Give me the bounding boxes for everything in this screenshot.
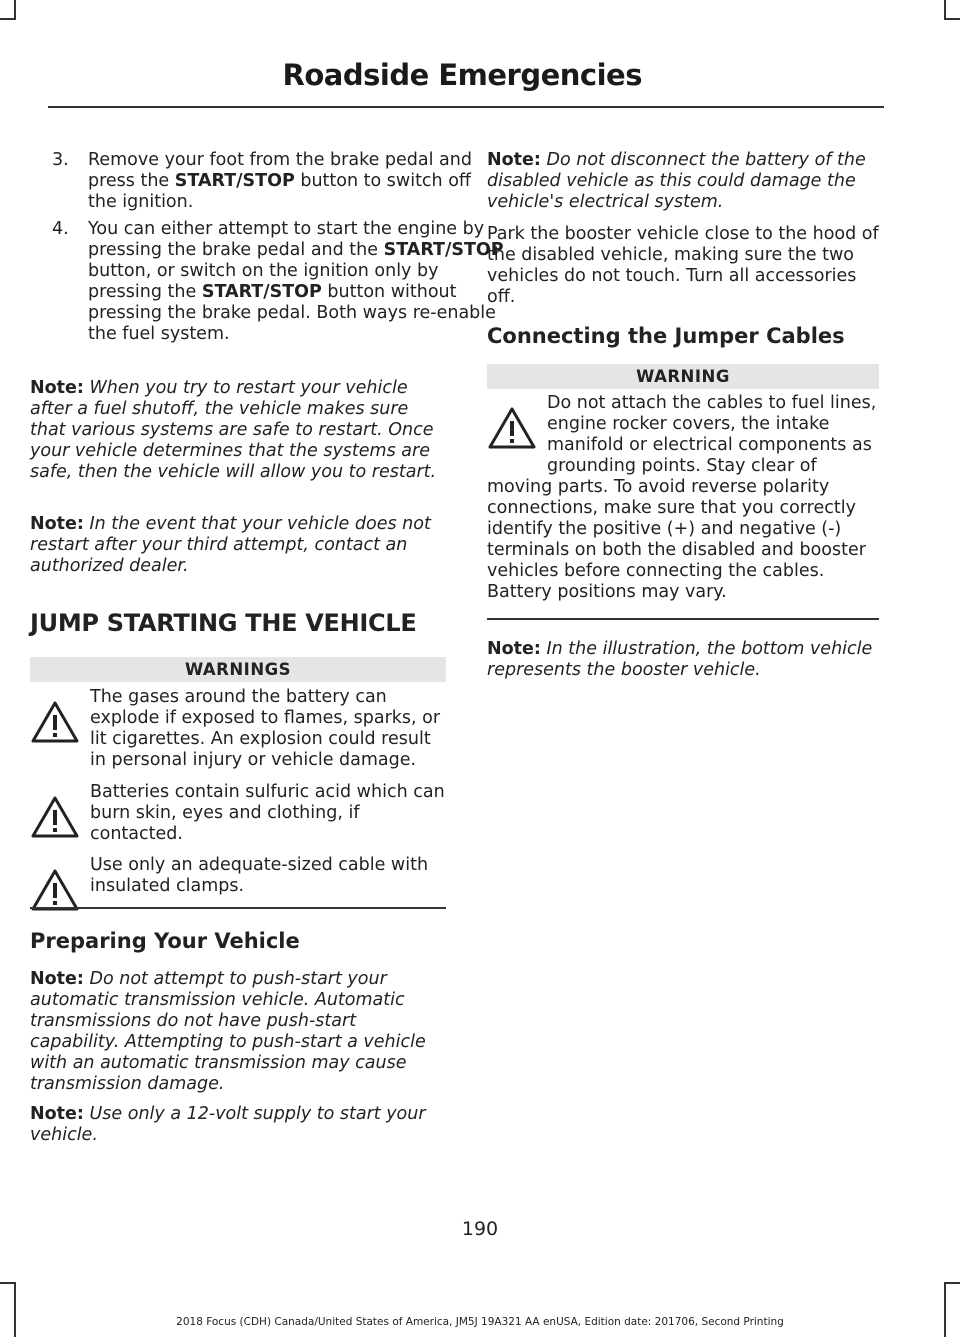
note [30, 969, 446, 1095]
step-3 [30, 150, 504, 213]
warning-item [30, 855, 446, 921]
warning-text: Use only an adequate-sized cable with insulated clamps. [90, 855, 429, 896]
step-text: Remove your foot from the brake pedal and press the [88, 150, 472, 191]
warning-triangle-icon [30, 691, 80, 753]
note-text: In the event that your vehicle does not restart after your third attempt, contact an authorized dealer. [30, 514, 431, 576]
crop-mark [944, 0, 946, 20]
note [487, 150, 879, 213]
note-text: Do not disconnect the battery of the disabled vehicle as this could damage the vehicle's electrical system. [487, 150, 866, 212]
crop-mark [14, 0, 16, 20]
note [487, 639, 879, 681]
note-label: Note: [487, 639, 541, 659]
note-text: When you try to restart your vehicle after a fuel shutoff, the vehicle makes sure that various systems are safe to restart. Once your vehicle determines that the systems are safe, then the vehicle will allow you to restart. [30, 378, 437, 482]
step-text: button, or switch on the ignition only by pressing the [88, 261, 439, 302]
crop-mark [0, 1282, 16, 1284]
warnings-bar: WARNINGS [30, 657, 446, 682]
step-number: 3. [52, 150, 69, 170]
crop-mark [944, 1282, 960, 1284]
step-text: You can either attempt to start the engine by pressing the brake pedal and the [88, 219, 485, 260]
step-4 [30, 219, 504, 345]
sub-heading: Preparing Your Vehicle [30, 929, 300, 953]
warning-item [487, 393, 879, 603]
header-rule [48, 106, 884, 108]
crop-mark [944, 1282, 946, 1337]
warning-text: Batteries contain sulfuric acid which can burn skin, eyes and clothing, if contacted. [90, 782, 445, 844]
warnings-end-rule [30, 907, 446, 909]
section-heading: JUMP STARTING THE VEHICLE [30, 609, 417, 637]
note-text: Do not attempt to push-start your automatic transmission vehicle. Automatic transmissions do not have push-start capability. Attempting to push-start a vehicle with an automatic transmission may cause transmission damage. [30, 969, 426, 1094]
button-name: START/STOP [383, 240, 504, 260]
warning-text: Do not attach the cables to fuel lines, engine rocker covers, the intake manifold or electrical components as grounding points. Stay clear of moving parts. To avoid reverse polarity connections, make sure that you correctly identify the positive (+) and negative (-) terminals on both the disabled and booster vehicles before connecting the cables. Battery positions may vary. [487, 393, 877, 602]
note-label: Note: [30, 969, 84, 989]
section-title: Roadside Emergencies [282, 58, 642, 92]
warning-item [30, 687, 446, 771]
step-text: button to switch off the ignition. [88, 171, 471, 212]
warning-triangle-icon [30, 859, 80, 921]
note-label: Note: [30, 514, 84, 534]
note [30, 378, 446, 483]
note [30, 1104, 446, 1146]
button-name: START/STOP [201, 282, 322, 302]
warning-triangle-icon [487, 397, 537, 459]
note-label: Note: [30, 1104, 84, 1124]
button-name: START/STOP [174, 171, 295, 191]
warning-end-rule [487, 618, 879, 620]
step-number: 4. [52, 219, 69, 239]
warning-item [30, 782, 446, 848]
sub-heading: Connecting the Jumper Cables [487, 324, 845, 348]
page-number: 190 [461, 1218, 499, 1240]
warning-bar: WARNING [487, 364, 879, 389]
crop-mark [14, 1282, 16, 1337]
note-label: Note: [30, 378, 84, 398]
crop-mark [944, 18, 960, 20]
note-text: In the illustration, the bottom vehicle represents the booster vehicle. [487, 639, 873, 680]
note-text: Use only a 12-volt supply to start your vehicle. [30, 1104, 426, 1145]
warning-text: The gases around the battery can explode if exposed to flames, sparks, or lit cigarettes. An explosion could result in personal injury or vehicle damage. [90, 687, 441, 770]
note-label: Note: [487, 150, 541, 170]
note [30, 514, 446, 577]
crop-mark [0, 18, 16, 20]
print-info: 2018 Focus (CDH) Canada/United States of America, JM5J 19A321 AA enUSA, Edition date: 201706, Second Printing [176, 1316, 784, 1328]
body-paragraph: Park the booster vehicle close to the hood of the disabled vehicle, making sure the two vehicles do not touch. Turn all accessories off. [487, 224, 879, 307]
step-text: button without pressing the brake pedal. Both ways re-enable the fuel system. [88, 282, 496, 344]
warning-triangle-icon [30, 786, 80, 848]
